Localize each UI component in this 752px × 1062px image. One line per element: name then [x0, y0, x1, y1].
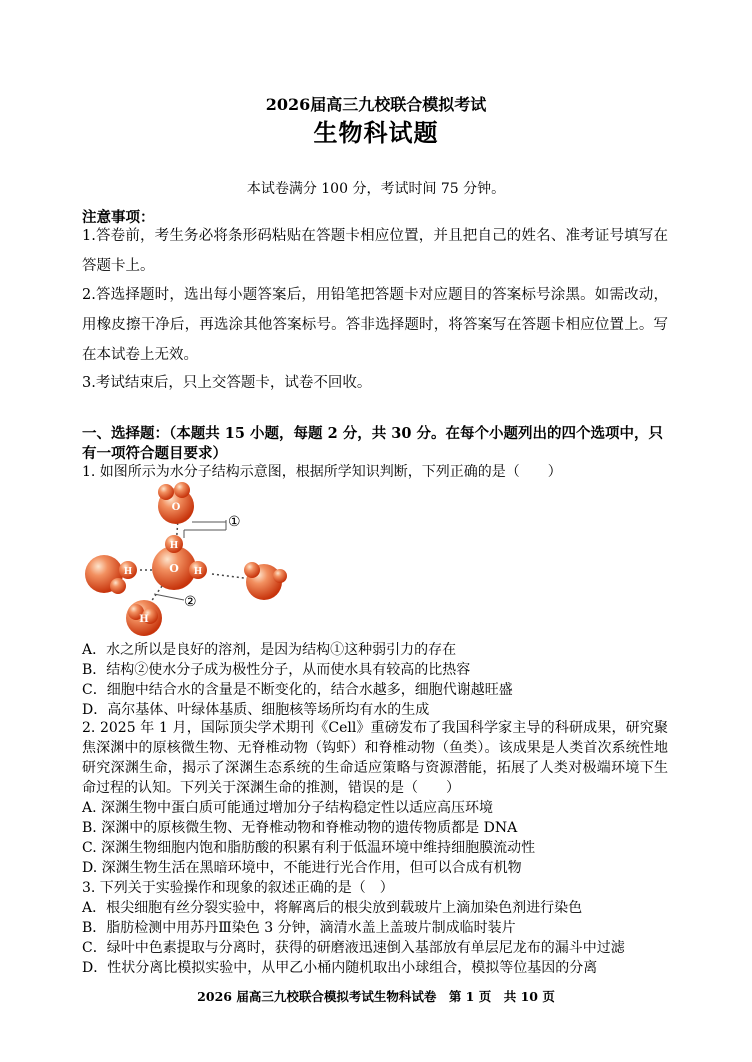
- figure-label-2: ②: [184, 594, 197, 610]
- note-item-1: 1.答卷前，考生务必将条形码粘贴在答题卡相应位置，并且把自己的姓名、准考证号填写在答题卡上。: [82, 228, 668, 274]
- atom-label: O: [171, 502, 181, 513]
- water-molecule-figure: [84, 482, 304, 642]
- question-1-option-a: A．水之所以是良好的溶剂，是因为结构①这种弱引力的存在: [82, 642, 457, 658]
- note-item-3: 3.考试结束后，只上交答题卡，试卷不回收。: [82, 375, 372, 391]
- atom-label: H: [193, 567, 203, 577]
- atom-label: O: [169, 562, 179, 575]
- question-2-option-c: C. 深渊生物细胞内饱和脂肪酸的积累有利于低温环境中维持细胞膜流动性: [82, 840, 536, 856]
- page-footer: 2026 届高三九校联合模拟考试生物科试卷 第 1 页 共 10 页: [197, 989, 555, 1004]
- exam-title: 2026届高三九校联合模拟考试: [265, 95, 487, 114]
- question-1-option-c: C．细胞中结合水的含量是不断变化的，结合水越多，细胞代谢越旺盛: [82, 682, 513, 698]
- question-2-option-a: A. 深渊生物中蛋白质可能通过增加分子结构稳定性以适应高压环境: [82, 800, 494, 816]
- question-1-option-d: D．高尔基体、叶绿体基质、细胞核等场所均有水的生成: [82, 702, 430, 718]
- question-2-stem: 2. 2025 年 1 月，国际顶尖学术期刊《Cell》重磅发布了我国科学家主导的科研成果，研究聚焦深渊中的原核微生物、无脊椎动物（钩虾）和脊椎动物（鱼类）。该成果是人类首次系统性地研究深渊生命，揭示了深渊生态系统的生命适应策略与资源潜能，拓展了人类对极端环境下生命过程的认知。下列关于深渊生命的推测，错误的是（ ）: [82, 720, 668, 796]
- note-item-2: 2.答选择题时，选出每小题答案后，用铅笔把答题卡对应题目的答案标号涂黑。如需改动，用橡皮擦干净后，再选涂其他答案标号。答非选择题时，将答案写在答题卡相应位置上。写在本试卷上无效。: [82, 287, 668, 363]
- question-1-stem: 1. 如图所示为水分子结构示意图，根据所学知识判断，下列正确的是（ ）: [82, 464, 562, 480]
- exam-info: 本试卷满分 100 分，考试时间 75 分钟。: [246, 181, 506, 197]
- question-2-option-d: D. 深渊生物生活在黑暗环境中，不能进行光合作用，但可以合成有机物: [82, 860, 522, 876]
- figure-label-1: ①: [228, 514, 241, 530]
- question-3-stem: 3. 下列关于实验操作和现象的叙述正确的是（ ）: [82, 880, 394, 896]
- question-3-option-b: B．脂肪检测中用苏丹Ⅲ染色 3 分钟，滴清水盖上盖玻片制成临时装片: [82, 920, 516, 936]
- atom-label: H: [169, 541, 179, 551]
- subject-title: 生物科试题: [313, 118, 439, 147]
- section-heading: 一、选择题：（本题共 15 小题，每题 2 分，共 30 分。在每个小题列出的四个选项中，只有一项符合题目要求）: [82, 425, 663, 462]
- question-3-option-d: D．性状分离比模拟实验中，从甲乙小桶内随机取出小球组合，模拟等位基因的分离: [82, 960, 598, 976]
- question-2-option-b: B. 深渊中的原核微生物、无脊椎动物和脊椎动物的遗传物质都是 DNA: [82, 820, 518, 836]
- question-3-option-a: A．根尖细胞有丝分裂实验中，将解离后的根尖放到载玻片上滴加染色剂进行染色: [82, 900, 583, 916]
- notes-heading: 注意事项：: [82, 209, 155, 226]
- question-3-option-c: C．绿叶中色素提取与分离时，获得的研磨液迅速倒入基部放有单层尼龙布的漏斗中过滤: [82, 940, 625, 956]
- atom-label: H: [139, 614, 149, 625]
- question-1-option-b: B．结构②使水分子成为极性分子，从而使水具有较高的比热容: [82, 662, 471, 678]
- atom-label: H: [123, 567, 133, 577]
